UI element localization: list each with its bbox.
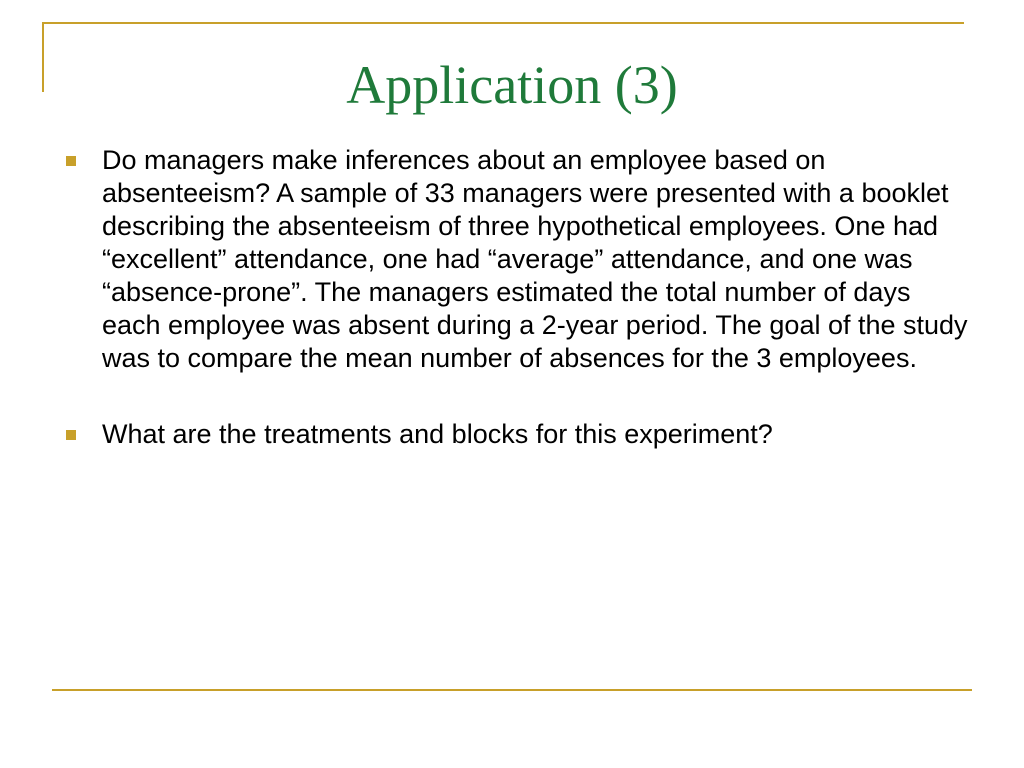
bullet-text-2: What are the treatments and blocks for this experiment? <box>102 419 773 449</box>
frame-top-rule <box>42 22 964 24</box>
bullet-list <box>60 144 970 494</box>
bullet-item-1 <box>60 144 970 375</box>
bullet-item-2 <box>60 418 970 451</box>
square-bullet-icon <box>66 156 76 166</box>
frame-bottom-rule <box>52 689 972 691</box>
square-bullet-icon <box>66 430 76 440</box>
bullet-text-1: Do managers make inferences about an employee based on absenteeism? A sample of 33 managers were presented with a booklet describing the absenteeism of three hypothetical employees. One had “excellent” attendance, one had “average” attendance, and one was “absence-prone”. The managers estimated the total number of days each employee was absent during a 2-year period. The goal of the study was to compare the mean number of absences for the 3 employees. <box>102 145 968 373</box>
slide-title: Application (3) <box>346 55 678 115</box>
